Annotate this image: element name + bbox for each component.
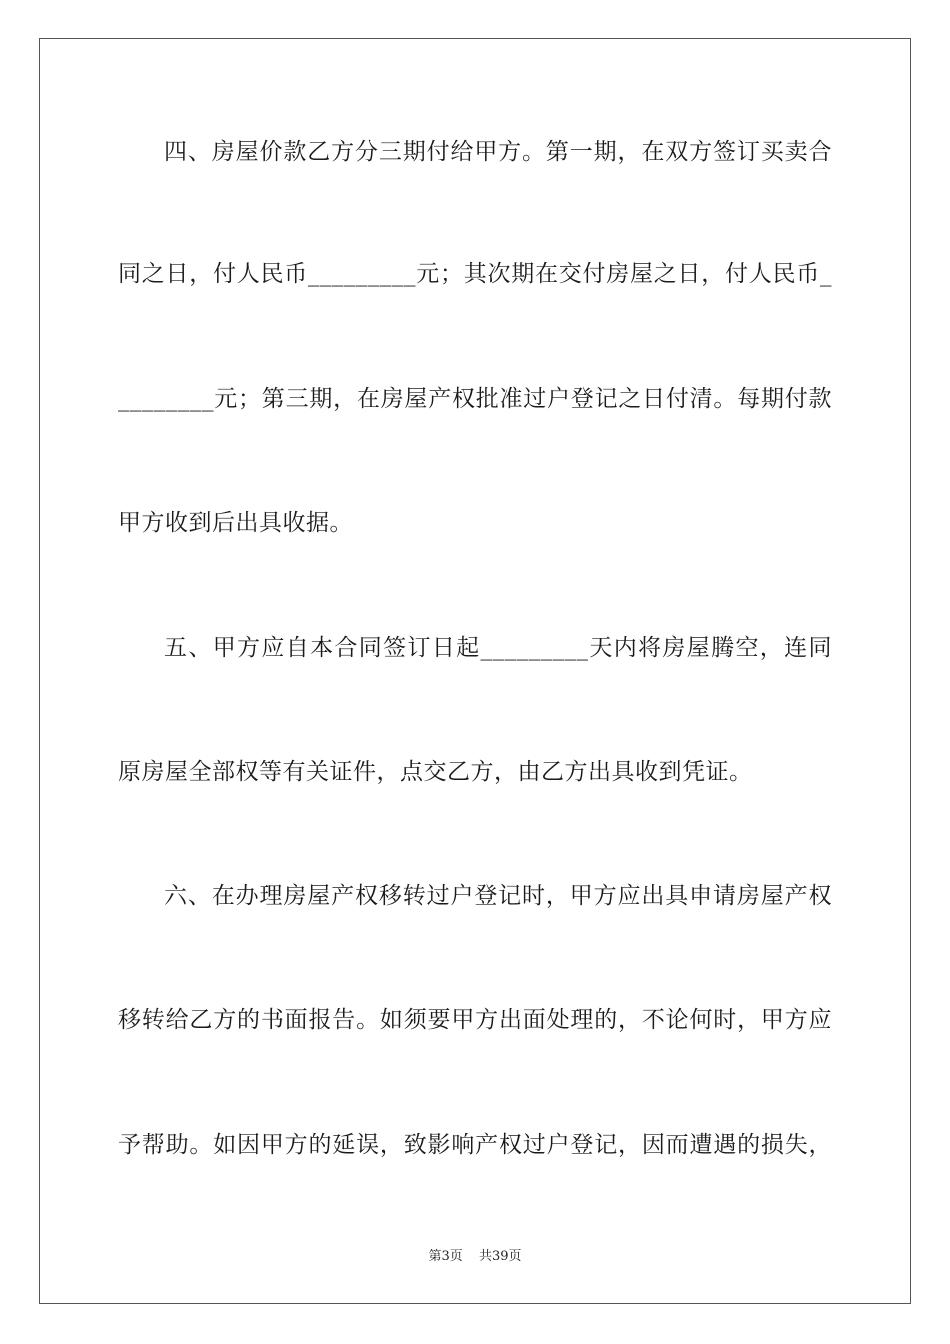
paragraph-5-line-2: 原房屋全部权等有关证件，点交乙方，由乙方出具收到凭证。 [118,759,753,785]
paragraph-4-line-4: 甲方收到后出具收据。 [118,510,353,536]
paragraph-6-line-2: 移转给乙方的书面报告。如须要甲方出面处理的，不论何时，甲方应 [118,1007,832,1033]
page-frame [39,38,911,1304]
paragraph-6-line-3: 予帮助。如因甲方的延误，致影响产权过户登记，因而遭遇的损失， [118,1132,832,1158]
page-number-total: 共39页 [478,1249,522,1264]
paragraph-6-line-1: 六、在办理房屋产权移转过户登记时，甲方应出具申请房屋产权 [164,883,832,909]
page-footer [0,1248,950,1266]
paragraph-4-line-1: 四、房屋价款乙方分三期付给甲方。第一期，在双方签订买卖合 [164,139,832,165]
paragraph-4-line-2: 同之日，付人民币_________元；其次期在交付房屋之日，付人民币_ [118,261,832,287]
page-number-current: 第3页 [428,1249,463,1264]
paragraph-4-line-3: ________元；第三期，在房屋产权批准过户登记之日付清。每期付款 [118,386,832,412]
paragraph-5-line-1: 五、甲方应自本合同签订日起_________天内将房屋腾空，连同 [164,635,832,661]
